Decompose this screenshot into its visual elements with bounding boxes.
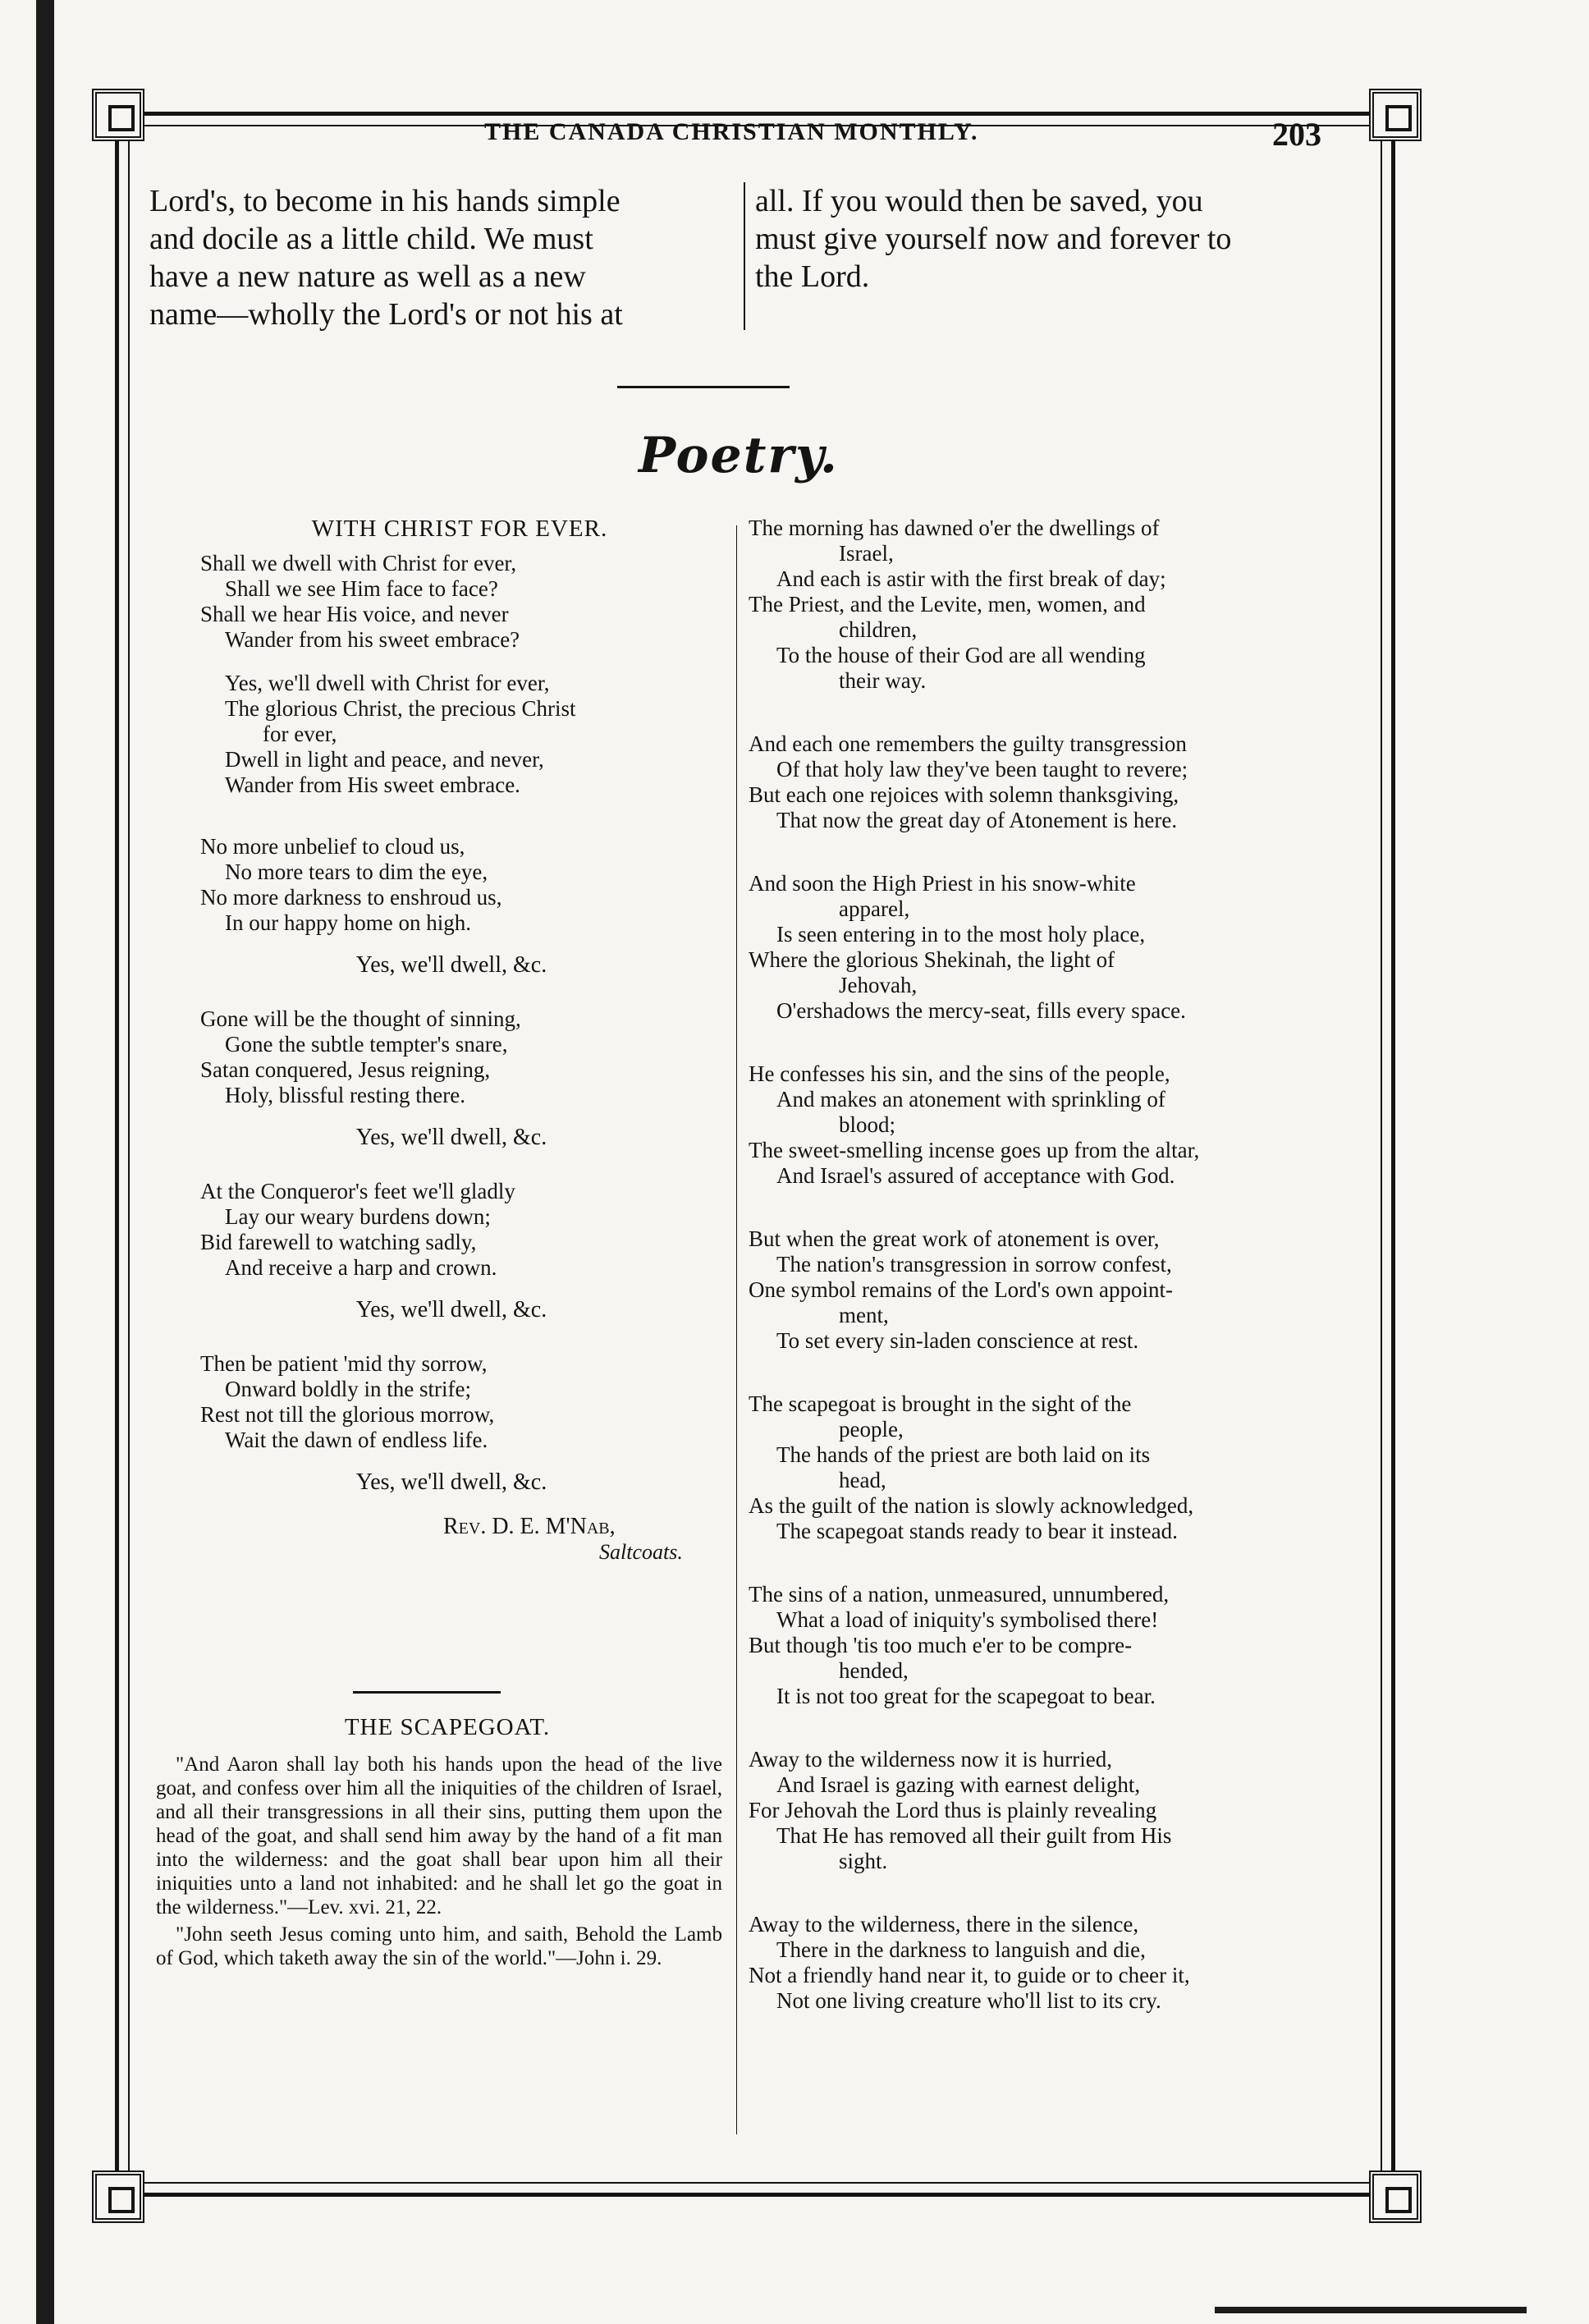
verse-line: Away to the wilderness now it is hurried, — [749, 1747, 1112, 1772]
verse-line: Yes, we'll dwell with Christ for ever, — [225, 671, 550, 695]
verse-line: Holy, blissful resting there. — [225, 1083, 465, 1107]
column-divider-top — [744, 182, 745, 330]
verse-line: head, — [839, 1468, 886, 1492]
verse-line: Israel, — [839, 541, 894, 566]
verse-line: Wait the dawn of endless life. — [225, 1428, 488, 1452]
verse-line: Shall we hear His voice, and never — [200, 602, 509, 626]
verse-line: Gone the subtle tempter's snare, — [225, 1032, 508, 1057]
section-rule — [617, 386, 790, 388]
prose-line: name—wholly the Lord's or not his at — [149, 297, 623, 332]
bottom-edge-rule — [1215, 2307, 1527, 2313]
verse-line: Wander from his sweet embrace? — [225, 627, 520, 652]
verse-line: Onward boldly in the strife; — [225, 1377, 471, 1401]
verse-line: Away to the wilderness, there in the silence, — [749, 1912, 1139, 1937]
column-divider-main — [736, 525, 737, 2134]
verse-line: Then be patient 'mid thy sorrow, — [200, 1351, 488, 1376]
stanza — [749, 731, 1372, 833]
verse-line: Jehovah, — [839, 973, 918, 997]
refrain: Yes, we'll dwell, &c. — [355, 952, 547, 978]
verse-line: Of that holy law they've been taught to revere; — [776, 757, 1188, 782]
stanza — [749, 1912, 1372, 2014]
verse-line: O'ershadows the mercy-seat, fills every space. — [776, 998, 1186, 1023]
prose-line: and docile as a little child. We must — [149, 222, 593, 256]
verse-line: And makes an atonement with sprinkling of — [776, 1087, 1165, 1112]
verse-line: The nation's transgression in sorrow confest, — [776, 1252, 1172, 1277]
verse-line: hended, — [839, 1658, 909, 1683]
verse-line: Shall we see Him face to face? — [225, 576, 498, 601]
poem-separator-rule — [353, 1691, 501, 1694]
verse-line: What a load of iniquity's symbolised there! — [776, 1607, 1159, 1632]
verse-line: And receive a harp and crown. — [225, 1255, 497, 1280]
verse-line: Lay our weary burdens down; — [225, 1204, 491, 1229]
verse-line: At the Conqueror's feet we'll gladly — [200, 1179, 515, 1203]
verse-line: And Israel's assured of acceptance with God. — [776, 1163, 1175, 1188]
running-head: THE CANADA CHRISTIAN MONTHLY. — [484, 118, 979, 145]
refrain: Yes, we'll dwell, &c. — [355, 1125, 547, 1150]
verse-line: No more tears to dim the eye, — [225, 859, 488, 884]
verse-line: sight. — [839, 1849, 888, 1873]
chorus — [172, 671, 730, 798]
prose-line: the Lord. — [755, 259, 870, 294]
verse-line: for ever, — [263, 722, 337, 746]
verse-line: The scapegoat stands ready to bear it instead. — [776, 1519, 1178, 1543]
stanza — [749, 1747, 1372, 1874]
page-edge-shadow — [36, 0, 54, 2324]
verse-line: Gone will be the thought of sinning, — [200, 1006, 521, 1031]
verse-line: The glorious Christ, the precious Christ — [225, 696, 576, 721]
stanza — [172, 834, 730, 936]
epigraph-john: "John seeth Jesus coming unto him, and saith, Behold the Lamb of God, which taketh away the sin of the world."—John i. 29. — [156, 1923, 722, 1969]
verse-line: Dwell in light and peace, and never, — [225, 747, 544, 772]
verse-line: Shall we dwell with Christ for ever, — [200, 551, 517, 575]
verse-line: Is seen entering in to the most holy place, — [776, 922, 1146, 947]
verse-line: blood; — [839, 1112, 896, 1137]
verse-line: But though 'tis too much e'er to be compre- — [749, 1633, 1133, 1657]
verse-line: apparel, — [839, 896, 910, 921]
page-number: 203 — [1272, 116, 1321, 153]
prose-line: have a new nature as well as a new — [149, 259, 586, 294]
verse-line: Not a friendly hand near it, to guide or to cheer it, — [749, 1963, 1190, 1987]
corner-ornament-bottom-right — [1369, 2170, 1422, 2223]
verse-line: people, — [839, 1417, 904, 1442]
verse-line: But each one rejoices with solemn thanksgiving, — [749, 782, 1179, 807]
verse-line: No more unbelief to cloud us, — [200, 834, 465, 859]
prose-right-column — [755, 182, 1364, 296]
page-header — [148, 115, 1379, 156]
verse-line: And each is astir with the first break of day; — [776, 566, 1166, 591]
epigraph-leviticus: "And Aaron shall lay both his hands upon the head of the live goat, and confess over him all the iniquities of the children of Israel, and all their transgressions in all their sins, putting them upon the head of the goat, and shall send him away by the hand of a fit man into the wilderness: and the goat shall bear upon him all their iniquities unto a land not inhabited: and he shall let go the goat in the wilderness."—Lev. xvi. 21, 22. — [156, 1753, 722, 1918]
verse-line: Bid farewell to watching sadly, — [200, 1230, 477, 1254]
verse-line: As the guilt of the nation is slowly acknowledged, — [749, 1493, 1194, 1518]
stanza — [749, 516, 1372, 694]
corner-ornament-top-left — [92, 89, 144, 141]
verse-line: The scapegoat is brought in the sight of the — [749, 1391, 1132, 1416]
verse-line: Satan conquered, Jesus reigning, — [200, 1057, 491, 1082]
stanza — [172, 1179, 730, 1281]
verse-line: The sweet-smelling incense goes up from the altar, — [749, 1138, 1200, 1162]
poem-author: Rev. D. E. M'Nab, — [443, 1514, 616, 1539]
verse-line: And Israel is gazing with earnest delight, — [776, 1772, 1141, 1797]
verse-line: It is not too great for the scapegoat to bear. — [776, 1684, 1156, 1708]
poem-with-christ — [172, 516, 730, 1565]
prose-line: all. If you would then be saved, you — [755, 184, 1203, 218]
verse-line: That He has removed all their guilt from His — [776, 1823, 1172, 1848]
stanza — [172, 551, 730, 653]
section-heading: Poetry. — [639, 427, 839, 484]
refrain: Yes, we'll dwell, &c. — [355, 1469, 547, 1495]
verse-line: Rest not till the glorious morrow, — [200, 1402, 495, 1427]
verse-line: To set every sin-laden conscience at rest. — [776, 1328, 1139, 1353]
poem-title: THE SCAPEGOAT. — [344, 1714, 551, 1740]
verse-line: To the house of their God are all wending — [776, 643, 1146, 667]
verse-line: ment, — [839, 1303, 889, 1327]
stanza — [749, 1061, 1372, 1189]
stanza — [172, 1351, 730, 1453]
prose-line: must give yourself now and forever to — [755, 222, 1232, 256]
corner-ornament-bottom-left — [92, 2170, 144, 2223]
refrain: Yes, we'll dwell, &c. — [355, 1297, 547, 1322]
stanza — [172, 1006, 730, 1108]
verse-line: In our happy home on high. — [225, 910, 471, 935]
stanza — [749, 1582, 1372, 1709]
verse-line: The sins of a nation, unmeasured, unnumbered, — [749, 1582, 1170, 1607]
prose-line: Lord's, to become in his hands simple — [149, 184, 620, 218]
verse-line: And soon the High Priest in his snow-white — [749, 871, 1136, 896]
verse-line: And each one remembers the guilty transgression — [749, 731, 1187, 756]
poem-scapegoat-intro — [156, 1714, 722, 1970]
verse-line: There in the darkness to languish and die, — [776, 1937, 1146, 1962]
verse-line: their way. — [839, 668, 927, 693]
verse-line: One symbol remains of the Lord's own appoint- — [749, 1277, 1174, 1302]
prose-left-column — [149, 182, 732, 333]
stanza — [749, 1226, 1372, 1354]
verse-line: That now the great day of Atonement is here. — [776, 808, 1178, 832]
verse-line: children, — [839, 617, 918, 642]
verse-line: For Jehovah the Lord thus is plainly revealing — [749, 1798, 1157, 1822]
verse-line: Wander from His sweet embrace. — [225, 772, 520, 797]
verse-line: Not one living creature who'll list to its cry. — [776, 1988, 1161, 2013]
poem-scapegoat-verses — [749, 516, 1372, 2014]
verse-line: The Priest, and the Levite, men, women, and — [749, 592, 1146, 617]
verse-line: The hands of the priest are both laid on its — [776, 1442, 1151, 1467]
poem-place: Saltcoats. — [599, 1540, 683, 1564]
stanza — [749, 1391, 1372, 1544]
poem-title: WITH CHRIST FOR EVER. — [311, 516, 608, 542]
verse-line: Where the glorious Shekinah, the light of — [749, 947, 1115, 972]
stanza — [749, 871, 1372, 1024]
verse-line: No more darkness to enshroud us, — [200, 885, 502, 910]
verse-line: He confesses his sin, and the sins of the people, — [749, 1061, 1170, 1086]
verse-line: The morning has dawned o'er the dwellings of — [749, 516, 1160, 540]
verse-line: But when the great work of atonement is over, — [749, 1226, 1160, 1251]
